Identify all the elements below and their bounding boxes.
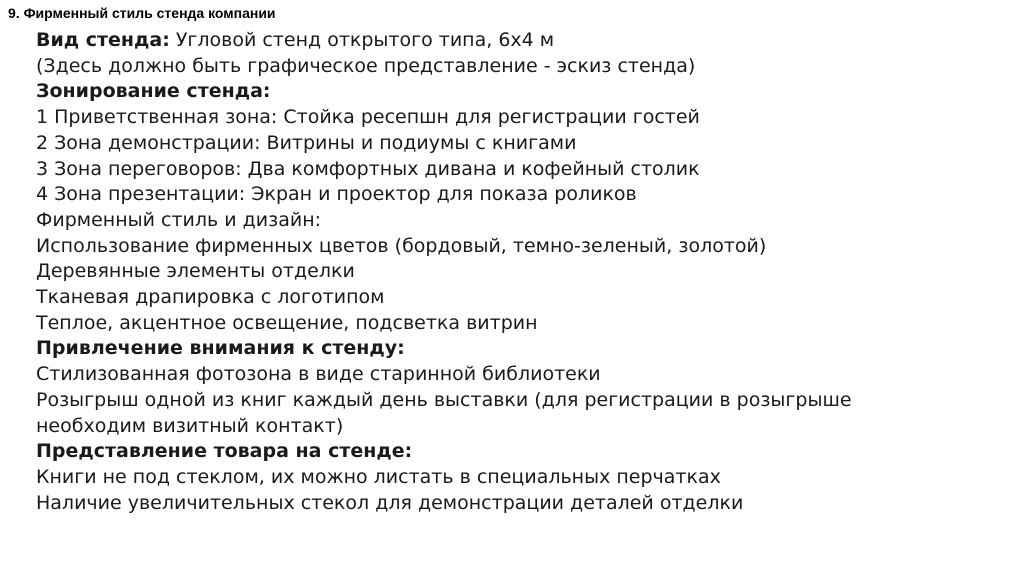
stand-type-line (36, 28, 1016, 54)
zoning-item: 3 Зона переговоров: Два комфортных дивана и кофейный столик (36, 157, 700, 180)
zoning-heading: Зонирование стенда: (36, 80, 271, 103)
product-heading: Представление товара на стенде: (36, 440, 413, 463)
attention-item: Розыгрыш одной из книг каждый день выставки (для регистрации в розыгрыше (36, 388, 852, 411)
product-item: Наличие увеличительных стекол для демонстрации деталей отделки (36, 491, 744, 514)
style-item: Использование фирменных цветов (бордовый, темно-зеленый, золотой) (36, 234, 767, 257)
style-item: Тканевая драпировка с логотипом (36, 286, 385, 309)
slide-body (36, 28, 1016, 516)
style-item: Теплое, акцентное освещение, подсветка витрин (36, 311, 538, 334)
zoning-item: 2 Зона демонстрации: Витрины и подиумы с книгами (36, 131, 577, 154)
stand-type-label: Вид стенда: (36, 29, 170, 51)
product-item: Книги не под стеклом, их можно листать в специальных перчатках (36, 465, 721, 488)
attention-heading: Привлечение внимания к стенду: (36, 337, 405, 360)
attention-item: Стилизованная фотозона в виде старинной библиотеки (36, 363, 601, 386)
stand-type-value: Угловой стенд открытого типа, 6х4 м (169, 29, 555, 51)
sketch-note: (Здесь должно быть графическое представление - эскиз стенда) (36, 54, 696, 77)
attention-item: необходим визитный контакт) (36, 414, 344, 437)
zoning-item: 4 Зона презентации: Экран и проектор для показа роликов (36, 183, 637, 206)
style-item: Деревянные элементы отделки (36, 260, 355, 283)
style-heading: Фирменный стиль и дизайн: (36, 208, 322, 231)
zoning-item: 1 Приветственная зона: Стойка ресепшн для регистрации гостей (36, 106, 700, 129)
slide-title: 9. Фирменный стиль стенда компании (8, 5, 276, 21)
